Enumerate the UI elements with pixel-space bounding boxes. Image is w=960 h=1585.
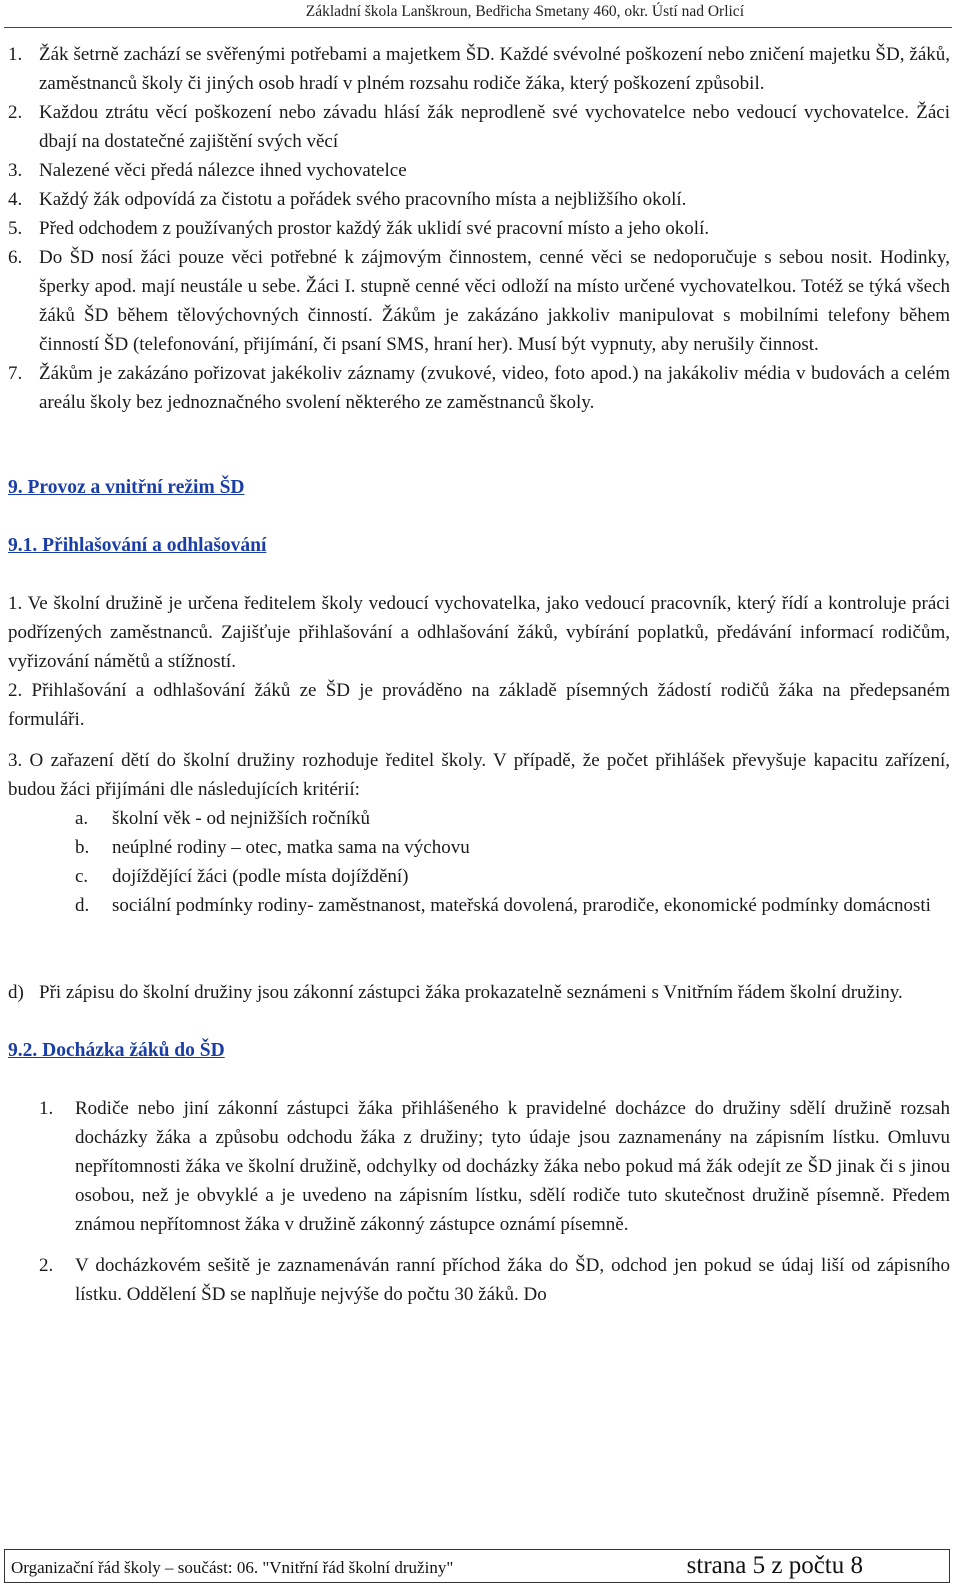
attendance-item [8,1094,950,1239]
criteria-text: neúplné rodiny – otec, matka sama na výchovu [112,837,470,858]
page-footer [4,1549,950,1583]
rule-item [8,359,950,417]
attendance-number: 1. [39,1098,54,1119]
rules-list [8,40,950,417]
rule-text: Každou ztrátu věcí poškození nebo závadu hlásí žák neprodleně své vychovatelce nebo vedoucí vychovatelce. Žáci dbají na dostatečné zajištění svých věcí [39,102,950,152]
rule-number: 2. [8,102,23,123]
criteria-letter: c. [75,866,89,887]
criteria-text: školní věk - od nejnižších ročníků [112,808,371,829]
criteria-text: dojíždějící žáci (podle místa dojíždění) [112,866,409,887]
rule-number: 1. [8,44,23,65]
criteria-item [8,833,950,862]
attendance-text: Rodiče nebo jiní zákonní zástupci žáka přihlášeného k pravidelné docházce do družiny sdělí družině rozsah docházky žáka a způsobu odchodu žáka z družiny; tyto údaje jsou zaznamenány na zápisním lístku. Omluvu nepřítomnosti žáka ve školní družině, odchylky od docházky žáka nebo pokud má žák odejít ze ŠD jinak či s jinou osobou, než je obvyklé a je uvedeno na zápisním lístku, sdělí rodiče tuto skutečnost družině písemně. Předem známou nepřítomnost žáka v družině zákonný zástupce oznámí písemně. [75,1098,950,1235]
note-text: Při zápisu do školní družiny jsou zákonní zástupci žáka prokazatelně seznámeni s Vnitřním řádem školní družiny. [39,982,903,1003]
rule-item [8,40,950,98]
header-divider [4,27,952,28]
rule-item [8,98,950,156]
footer-document-title: Organizační řád školy – součást: 06. "Vnitřní řád školní družiny" [11,1558,454,1577]
criteria-list [8,804,950,920]
rule-item [8,243,950,359]
document-body [8,40,950,1309]
attendance-number: 2. [39,1255,54,1276]
rule-text: Žák šetrně zachází se svěřenými potřebami a majetkem ŠD. Každé svévolné poškození nebo zničení majetku ŠD, žáků, zaměstnanců školy či jiných osob hradí v plném rozsahu rodiče žáka, který poškození způsobil. [39,44,950,94]
attendance-list [8,1094,950,1309]
page-header: Základní škola Lanškroun, Bedřicha Smetany 460, okr. Ústí nad Orlicí [305,3,744,20]
section-9-1-paragraph-2: 2. Přihlašování a odhlašování žáků ze ŠD je prováděno na základě písemných žádostí rodičů žáka na předepsaném formuláři. [8,680,950,730]
rule-number: 7. [8,363,23,384]
criteria-letter: b. [75,837,90,858]
attendance-text: V docházkovém sešitě je zaznamenáván ranní příchod žáka do ŠD, odchod jen pokud se údaj liší od zápisního lístku. Oddělení ŠD se naplňuje nejvýše do počtu 30 žáků. Do [75,1255,950,1305]
note-letter: d) [8,982,24,1003]
criteria-letter: a. [75,808,89,829]
rule-item [8,185,950,214]
criteria-item [8,862,950,891]
section-9-1-heading: 9.1. Přihlašování a odhlašování [8,535,267,556]
rule-text: Před odchodem z používaných prostor každý žák uklidí své pracovní místo a jeho okolí. [39,218,710,239]
rule-number: 6. [8,247,23,268]
rule-text: Nalezené věci předá nálezce ihned vychovatelce [39,160,407,181]
rule-number: 5. [8,218,23,239]
rule-number: 3. [8,160,23,181]
rule-text: Do ŠD nosí žáci pouze věci potřebné k zájmovým činnostem, cenné věci se nedoporučuje s sebou nosit. Hodinky, šperky apod. mají neustále u sebe. Žáci I. stupně cenné věci odloží na místo určené vychovatelkou. Totéž se týká všech žáků ŠD během tělovýchovných činností. Žákům je zakázáno jakkoliv manipulovat s mobilními telefony během činností ŠD (telefonování, přijímání, či psaní SMS, hraní her). Musí být vypnuty, aby nerušily činnost. [39,247,950,355]
attendance-item [8,1251,950,1309]
footer-page-number: strana 5 z počtu 8 [686,1552,863,1579]
section-9-1-paragraph-1: 1. Ve školní družině je určena ředitelem školy vedoucí vychovatelka, jako vedoucí pracovník, který řídí a kontroluje práci podřízených zaměstnanců. Zajišťuje přihlašování a odhlašování žáků, vybírání poplatků, předávání informací rodičům, vyřizování námětů a stížností. [8,593,950,672]
criteria-text: sociální podmínky rodiny- zaměstnanost, mateřská dovolená, prarodiče, ekonomické podmínky domácnosti [112,895,931,916]
rule-text: Žákům je zakázáno pořizovat jakékoliv záznamy (zvukové, video, foto apod.) na jakákoliv média v budovách a celém areálu školy bez jednoznačného svolení některého ze zaměstnanců školy. [39,363,950,413]
criteria-letter: d. [75,895,90,916]
rule-text: Každý žák odpovídá za čistotu a pořádek svého pracovního místa a nejbližšího okolí. [39,189,687,210]
section-9-heading: 9. Provoz a vnitřní režim ŠD [8,477,245,498]
enrollment-note [8,978,950,1007]
section-9-2-heading: 9.2. Docházka žáků do ŠD [8,1040,225,1061]
section-9-1-paragraph-3: 3. O zařazení dětí do školní družiny rozhoduje ředitel školy. V případě, že počet přihlášek převyšuje kapacitu zařízení, budou žáci přijímáni dle následujících kritérií: [8,750,950,800]
rule-item [8,156,950,185]
rule-item [8,214,950,243]
rule-number: 4. [8,189,23,210]
criteria-item [8,891,950,920]
criteria-item [8,804,950,833]
